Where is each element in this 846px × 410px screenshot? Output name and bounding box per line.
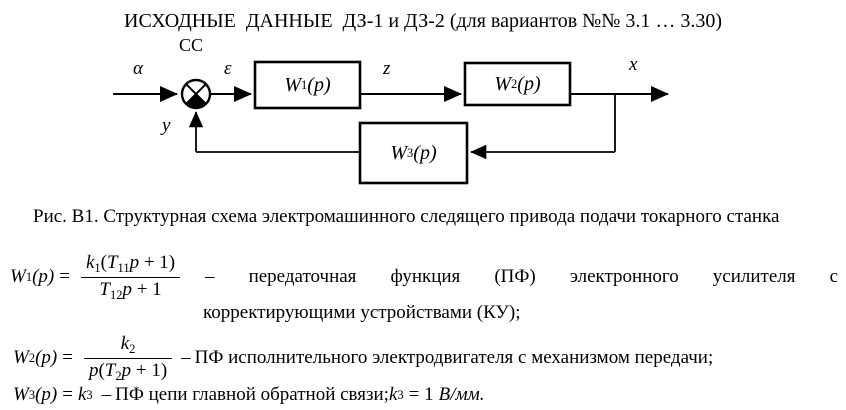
epsilon-label: ε [224,58,232,79]
x-label: x [629,54,638,75]
formula-w3: W 3 (p) = k 3 – ПФ цепи главной обратной связи; k 3 = 1 В/мм. [13,384,485,405]
block-w3-label: W 3 (p) [390,141,437,164]
block-w2-label: W 2 (p) [494,72,541,95]
w2-fraction: $\frac{k_2}{p(T_2p + 1)}$ [84,333,172,384]
formula-w2: W 2 (p) = $\frac{k_2}{p(T_2p + 1)}$ – ПФ исполнительного электродвигателя с механизмом передачи; [13,332,714,383]
page-title: ИСХОДНЫЕ ДАННЫЕ ДЗ-1 и ДЗ-2 (для вариантов №№ 3.1 … 3.30) [124,10,722,32]
alpha-label: α [133,58,143,79]
w1-fraction: $\frac{k_1(T_{11}p + 1)}{T_{12}p + 1}$ [81,252,180,303]
formula-w1-description: – передаточная функция (ПФ) электронного усилителя с [205,266,838,287]
formula-w1-description-line2: корректирующими устройствами (КУ); [203,302,521,323]
z-label: z [383,58,391,79]
figure-caption: Рис. В1. Структурная схема электромашинного следящего привода подачи токарного станка [33,206,780,227]
formula-w1: W 1 (p) = $\frac{k_1(T_{11}p + 1)}{T_{12}p + 1}$ [10,248,180,306]
y-label: y [162,115,171,136]
block-w1-label: W 1 (p) [284,73,331,96]
summer-label: СС [179,35,204,55]
